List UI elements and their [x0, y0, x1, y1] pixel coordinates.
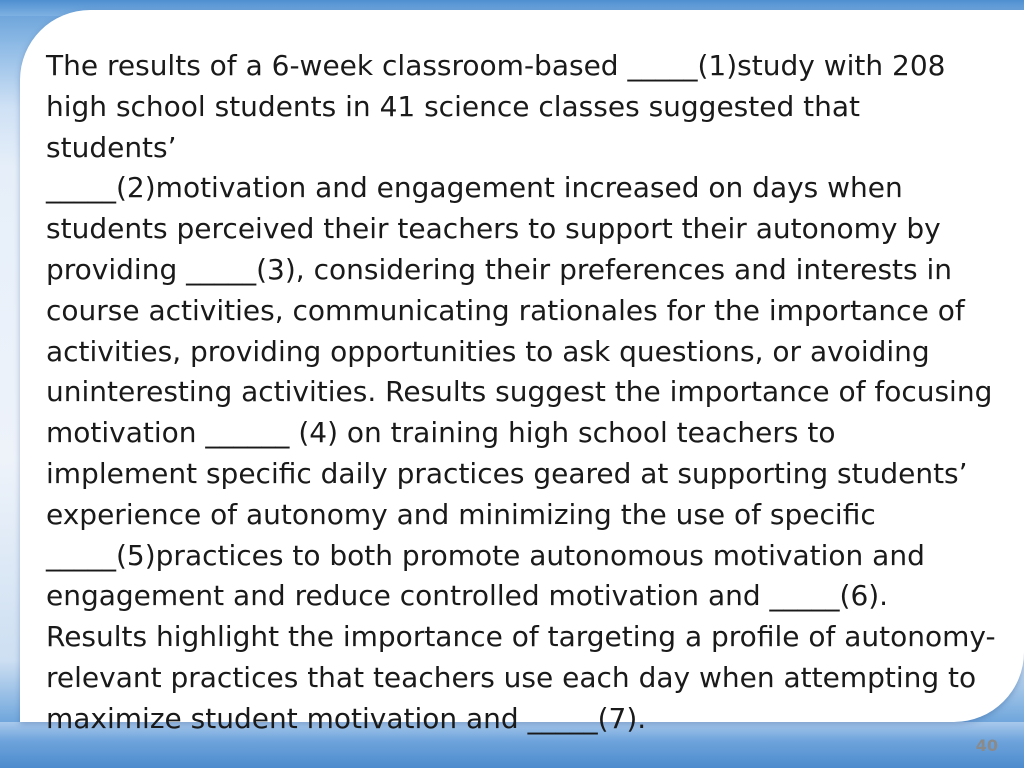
slide-body-text: The results of a 6-week classroom-based _____(1)study with 208 high school students in 41 science classes suggested that students’ _____(2)motivation and engagement increased on days when students perceived their teachers to support their autonomy by providing _____(3), considering their preferences and interests in course activities, communicating rationales for the importance of activities, providing opportunities to ask questions, or avoiding uninteresting activities. Results suggest the importance of focusing motivation ______ (4) on training high school teachers to implement specific daily practices geared at supporting students’ experience of autonomy and minimizing the use of specific _____(5)practices to both promote autonomous motivation and engagement and reduce controlled motivation and _____(6). Results highlight the importance of targeting a profile of autonomy- relevant practices that teachers use each day when attempting to maximize student motivation and _____(7).	[46, 49, 996, 735]
slide-page-number: 40	[975, 736, 998, 755]
